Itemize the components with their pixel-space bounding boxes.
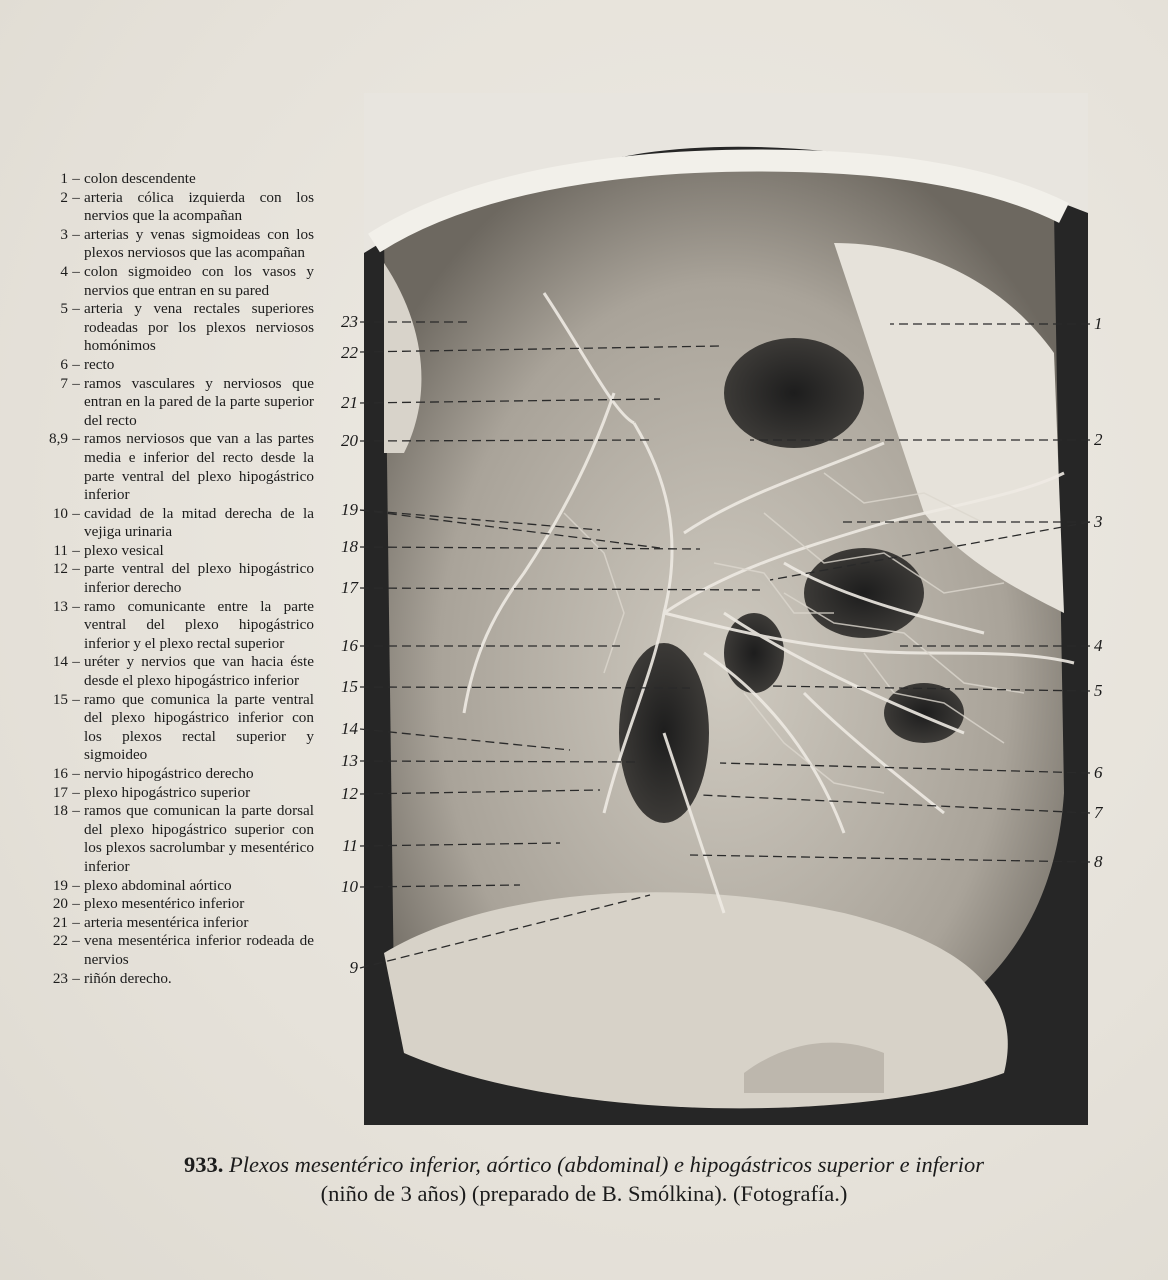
legend-text: parte ventral del plexo hipogástrico inferior derecho <box>84 560 314 597</box>
legend-dash: – <box>72 374 80 392</box>
callout-number-right: 4 <box>1094 636 1103 655</box>
legend-item <box>14 430 314 504</box>
caption-line-1 <box>30 1150 1138 1179</box>
legend-dash: – <box>72 355 80 373</box>
legend-item <box>14 914 314 933</box>
legend-text: arteria y vena rectales superiores rodeadas por los plexos nerviosos homónimos <box>84 300 314 355</box>
legend-text: recto <box>84 355 115 373</box>
legend-text: riñón derecho. <box>84 969 172 987</box>
legend-dash: – <box>72 932 80 950</box>
legend-text: colon descendente <box>84 170 196 187</box>
callout-number-right: 3 <box>1094 512 1103 531</box>
legend-dash: – <box>72 225 80 243</box>
legend-dash: – <box>72 765 80 782</box>
photo-illustration <box>364 93 1088 1125</box>
legend-text: arterias y venas sigmoideas con los plexos nerviosos que las acompañan <box>84 225 314 262</box>
legend-item <box>14 226 314 263</box>
legend-number: 22 <box>52 932 68 950</box>
legend-number: 23 <box>52 969 68 987</box>
legend-text: colon sigmoideo con los vasos y nervios que entran en su pared <box>84 262 314 299</box>
callout-number-right: 6 <box>1094 763 1103 782</box>
legend-dash: – <box>72 690 80 708</box>
anatomical-photograph <box>364 93 1088 1125</box>
legend-dash: – <box>72 895 80 913</box>
legend-item <box>14 560 314 597</box>
legend-text: ramo que comunica la parte ventral del plexo hipogástrico inferior con los plexos rectal superior y sigmoideo <box>84 690 314 764</box>
legend-item <box>14 375 314 431</box>
callout-number-left: 9 <box>349 958 358 977</box>
legend-item <box>14 263 314 300</box>
legend-number: 6 <box>60 355 68 373</box>
legend-item <box>14 356 314 375</box>
legend-item <box>14 970 314 989</box>
callout-number-left: 12 <box>341 784 358 803</box>
legend-item <box>14 542 314 561</box>
legend-number: 17 <box>52 783 68 801</box>
legend-item <box>14 300 314 356</box>
figure-title: Plexos mesentérico inferior, aórtico (abdominal) e hipogástricos superior e inferior <box>229 1152 984 1177</box>
legend-number: 20 <box>52 895 68 913</box>
legend-text: ramos nerviosos que van a las partes media e inferior del recto desde la parte ventral del plexo hipogástrico inferior <box>84 430 314 504</box>
legend-number: 18 <box>52 802 68 820</box>
legend-item <box>14 189 314 226</box>
legend-dash: – <box>72 969 80 987</box>
legend-dash: – <box>72 560 80 578</box>
callout-number-right: 7 <box>1094 803 1103 822</box>
legend-dash: – <box>72 262 80 280</box>
legend-text: ramos que comunican la parte dorsal del plexo hipogástrico superior con los plexos sacrolumbar y mesentérico inferior <box>84 802 314 875</box>
legend-dash: – <box>72 300 80 318</box>
legend-dash: – <box>72 188 80 206</box>
legend-dash: – <box>72 504 80 522</box>
caption-line-2: (niño de 3 años) (preparado de B. Smólkina). (Fotografía.) <box>320 1181 848 1206</box>
legend-item <box>14 784 314 803</box>
figure-legend <box>14 170 314 988</box>
legend-number: 4 <box>60 262 68 280</box>
legend-number: 2 <box>60 188 68 206</box>
legend-number: 16 <box>52 765 68 782</box>
legend-text: plexo hipogástrico superior <box>84 783 251 801</box>
legend-number: 21 <box>52 913 68 931</box>
legend-item <box>14 895 314 914</box>
legend-text: ramos vasculares y nerviosos que entran en la pared de la parte superior del recto <box>84 374 314 429</box>
callout-number-left: 11 <box>342 836 358 855</box>
callout-number-left: 15 <box>341 677 358 696</box>
legend-dash: – <box>72 802 80 820</box>
legend-item <box>14 505 314 542</box>
legend-number: 13 <box>52 597 68 615</box>
callout-number-left: 13 <box>341 751 358 770</box>
legend-number: 10 <box>52 504 68 522</box>
legend-number: 5 <box>60 300 68 318</box>
legend-item <box>14 653 314 690</box>
legend-text: ramo comunicante entre la parte ventral del plexo hipogástrico inferior y el plexo rectal superior <box>84 597 314 652</box>
legend-dash: – <box>72 597 80 615</box>
callout-number-left: 18 <box>341 537 358 556</box>
legend-text: uréter y nervios que van hacia éste desde el plexo hipogástrico inferior <box>84 653 314 690</box>
legend-number: 3 <box>60 225 68 243</box>
legend-number: 14 <box>52 653 68 671</box>
legend-text: plexo mesentérico inferior <box>84 895 245 913</box>
callout-number-right: 2 <box>1094 430 1103 449</box>
callout-number-left: 21 <box>341 393 358 412</box>
legend-number: 8,9 <box>49 430 68 448</box>
legend-number: 1 <box>60 170 68 187</box>
callout-number-right: 8 <box>1094 852 1103 871</box>
legend-text: plexo vesical <box>84 541 164 559</box>
legend-dash: – <box>72 541 80 559</box>
legend-item <box>14 765 314 784</box>
legend-dash: – <box>72 653 80 671</box>
callout-number-right: 5 <box>1094 681 1103 700</box>
legend-text: vena mesentérica inferior rodeada de nervios <box>84 932 314 968</box>
legend-item <box>14 691 314 765</box>
callout-number-right: 1 <box>1094 314 1103 333</box>
figure-number: 933. <box>184 1152 224 1177</box>
callout-number-left: 23 <box>341 312 358 331</box>
legend-text: arteria cólica izquierda con los nervios que la acompañan <box>84 188 314 225</box>
callout-number-left: 10 <box>341 877 358 896</box>
callout-number-left: 22 <box>341 343 358 362</box>
legend-number: 12 <box>52 560 68 578</box>
legend-item <box>14 877 314 896</box>
callout-number-left: 20 <box>341 431 358 450</box>
legend-number: 11 <box>53 541 68 559</box>
legend-dash: – <box>72 913 80 931</box>
callout-number-left: 16 <box>341 636 358 655</box>
callout-number-left: 14 <box>341 719 358 738</box>
legend-number: 15 <box>52 690 68 708</box>
callout-number-left: 19 <box>341 500 358 519</box>
legend-item <box>14 932 314 969</box>
legend-number: 7 <box>60 374 68 392</box>
legend-text: plexo abdominal aórtico <box>84 876 232 894</box>
legend-text: cavidad de la mitad derecha de la vejiga urinaria <box>84 504 314 541</box>
legend-item <box>14 170 314 189</box>
legend-dash: – <box>72 170 80 187</box>
legend-number: 19 <box>52 876 68 894</box>
callout-number-left: 17 <box>341 578 358 597</box>
legend-item <box>14 598 314 654</box>
figure-caption <box>30 1150 1138 1208</box>
legend-item <box>14 802 314 876</box>
legend-text: arteria mesentérica inferior <box>84 913 249 931</box>
legend-dash: – <box>72 430 80 448</box>
legend-dash: – <box>72 783 80 801</box>
legend-text: nervio hipogástrico derecho <box>84 765 254 782</box>
legend-dash: – <box>72 876 80 894</box>
